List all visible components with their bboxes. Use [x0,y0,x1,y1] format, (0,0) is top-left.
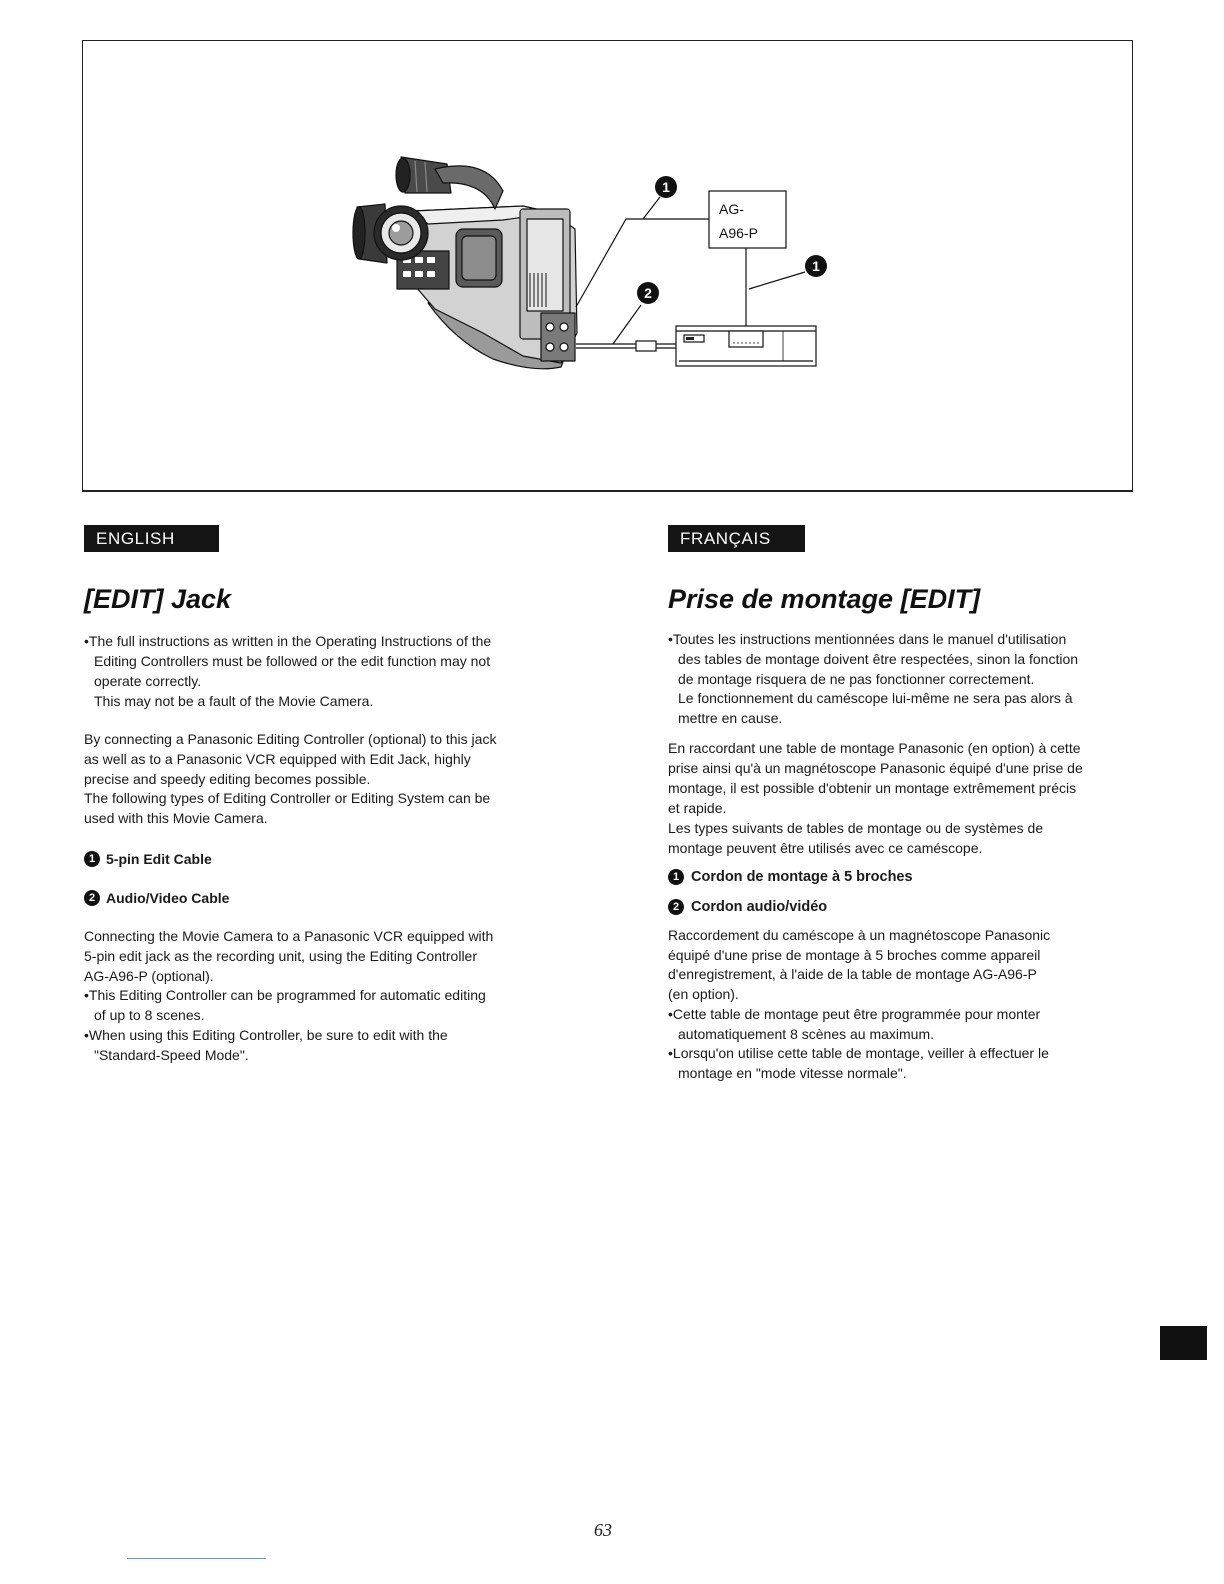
svg-text:1: 1 [812,258,820,274]
connection-diagram [83,41,1132,490]
item-label: 5-pin Edit Cable [106,851,212,867]
item-label: Audio/Video Cable [106,890,230,906]
english-intro [84,730,496,829]
text-line: •Toutes les instructions mentionnées dans le manuel d'utilisation [668,631,1067,647]
vcr-illustration [676,326,816,366]
camcorder-illustration [353,157,577,369]
text-line: used with this Movie Camera. [84,810,268,827]
page-number: 63 [594,1520,612,1540]
text-line: "Standard-Speed Mode". [94,1046,249,1063]
english-title: [EDIT] Jack [84,584,232,614]
french-section-label: FRANÇAIS [668,525,805,552]
text-line: Connecting the Movie Camera to a Panasonic VCR equipped with [84,928,494,944]
diagram-marker-1 [655,176,677,198]
text-line: •Cette table de montage peut être programmée pour monter [668,1005,1041,1022]
text-line: prise ainsi qu'à un magnétoscope Panasonic équipé d'une prise de [668,760,1083,776]
text-line: •When using this Editing Controller, be sure to edit with the [84,1026,448,1043]
text-line: Editing Controllers must be followed or the edit function may not [94,653,491,669]
text-line: Le fonctionnement du caméscope lui-même ne sera pas alors à [678,690,1073,707]
text-line: AG-A96-P (optional). [84,967,214,984]
french-item-2 [668,897,827,917]
text-line: operate correctly. [94,673,202,689]
text-line: (en option). [668,986,739,1003]
text-line: automatiquement 8 scènes au maximum. [678,1025,935,1042]
text-line: d'enregistrement, à l'aide de la table de montage AG-A96-P [668,966,1037,983]
english-section-label: ENGLISH [84,525,219,552]
english-item-1 [84,849,212,869]
text-line: •The full instructions as written in the Operating Instructions of the [84,633,492,649]
french-title: Prise de montage [EDIT] [668,584,981,614]
svg-text:2: 2 [644,285,652,301]
svg-text:1: 1 [662,179,670,195]
english-item-2 [84,888,229,908]
french-connection [668,926,1050,1084]
editing-controller-box [709,191,786,248]
text-line: montage peuvent être utilisés avec ce caméscope. [668,840,983,856]
english-note [84,631,491,711]
scan-edge-line [127,1558,266,1559]
text-line: as well as to a Panasonic VCR equipped with Edit Jack, highly [84,750,471,767]
text-line: 5-pin edit jack as the recording unit, using the Editing Controller [84,947,477,964]
audio-video-cable [576,341,676,351]
text-line: By connecting a Panasonic Editing Controller (optional) to this jack [84,731,497,747]
text-line: Les types suivants de tables de montage ou de systèmes de [668,820,1044,836]
text-line: of up to 8 scenes. [94,1007,205,1024]
text-line: En raccordant une table de montage Panasonic (en option) à cette [668,740,1081,756]
item-label: Cordon de montage à 5 broches [691,869,913,885]
text-line: de montage risquera de ne pas fonctionner correctement. [678,670,1035,687]
french-item-1 [668,867,913,887]
text-line: •This Editing Controller can be programmed for automatic editing [84,987,486,1004]
controller-label-line1: AG- [719,201,744,217]
page-edge-tab [1160,1326,1207,1360]
text-line: montage en "mode vitesse normale". [678,1064,907,1081]
english-connection [84,927,493,1066]
connector-panel [541,313,575,361]
controller-label-line2: A96-P [719,225,758,241]
text-line: The following types of Editing Controller or Editing System can be [84,790,491,807]
french-intro [668,738,1083,858]
marker-1-pointer [643,197,660,219]
number-badge: 1 [84,851,100,867]
text-line: Raccordement du caméscope à un magnétoscope Panasonic [668,927,1051,943]
number-badge: 2 [668,899,684,915]
french-note [668,630,1078,729]
diagram-marker-2 [637,282,659,304]
number-badge: 1 [668,869,684,885]
text-line: équipé d'une prise de montage à 5 broches comme appareil [668,946,1041,963]
text-line: montage, il est possible d'obtenir un montage extrêmement précis [668,780,1077,796]
connection-diagram-frame [82,40,1133,492]
marker-2-pointer [613,305,641,344]
item-label: Cordon audio/vidéo [691,899,828,915]
text-line: This may not be a fault of the Movie Camera. [94,693,374,709]
marker-1b-pointer [749,272,805,289]
vcr-display [729,331,763,347]
text-line: mettre en cause. [678,710,783,727]
text-line: des tables de montage doivent être respectées, sinon la fonction [678,650,1079,667]
text-line: •Lorsqu'on utilise cette table de montage, veiller à effectuer le [668,1045,1049,1062]
number-badge: 2 [84,890,100,906]
text-line: precise and speedy editing becomes possible. [84,770,371,787]
text-line: et rapide. [668,800,727,816]
diagram-marker-1b [805,255,827,277]
